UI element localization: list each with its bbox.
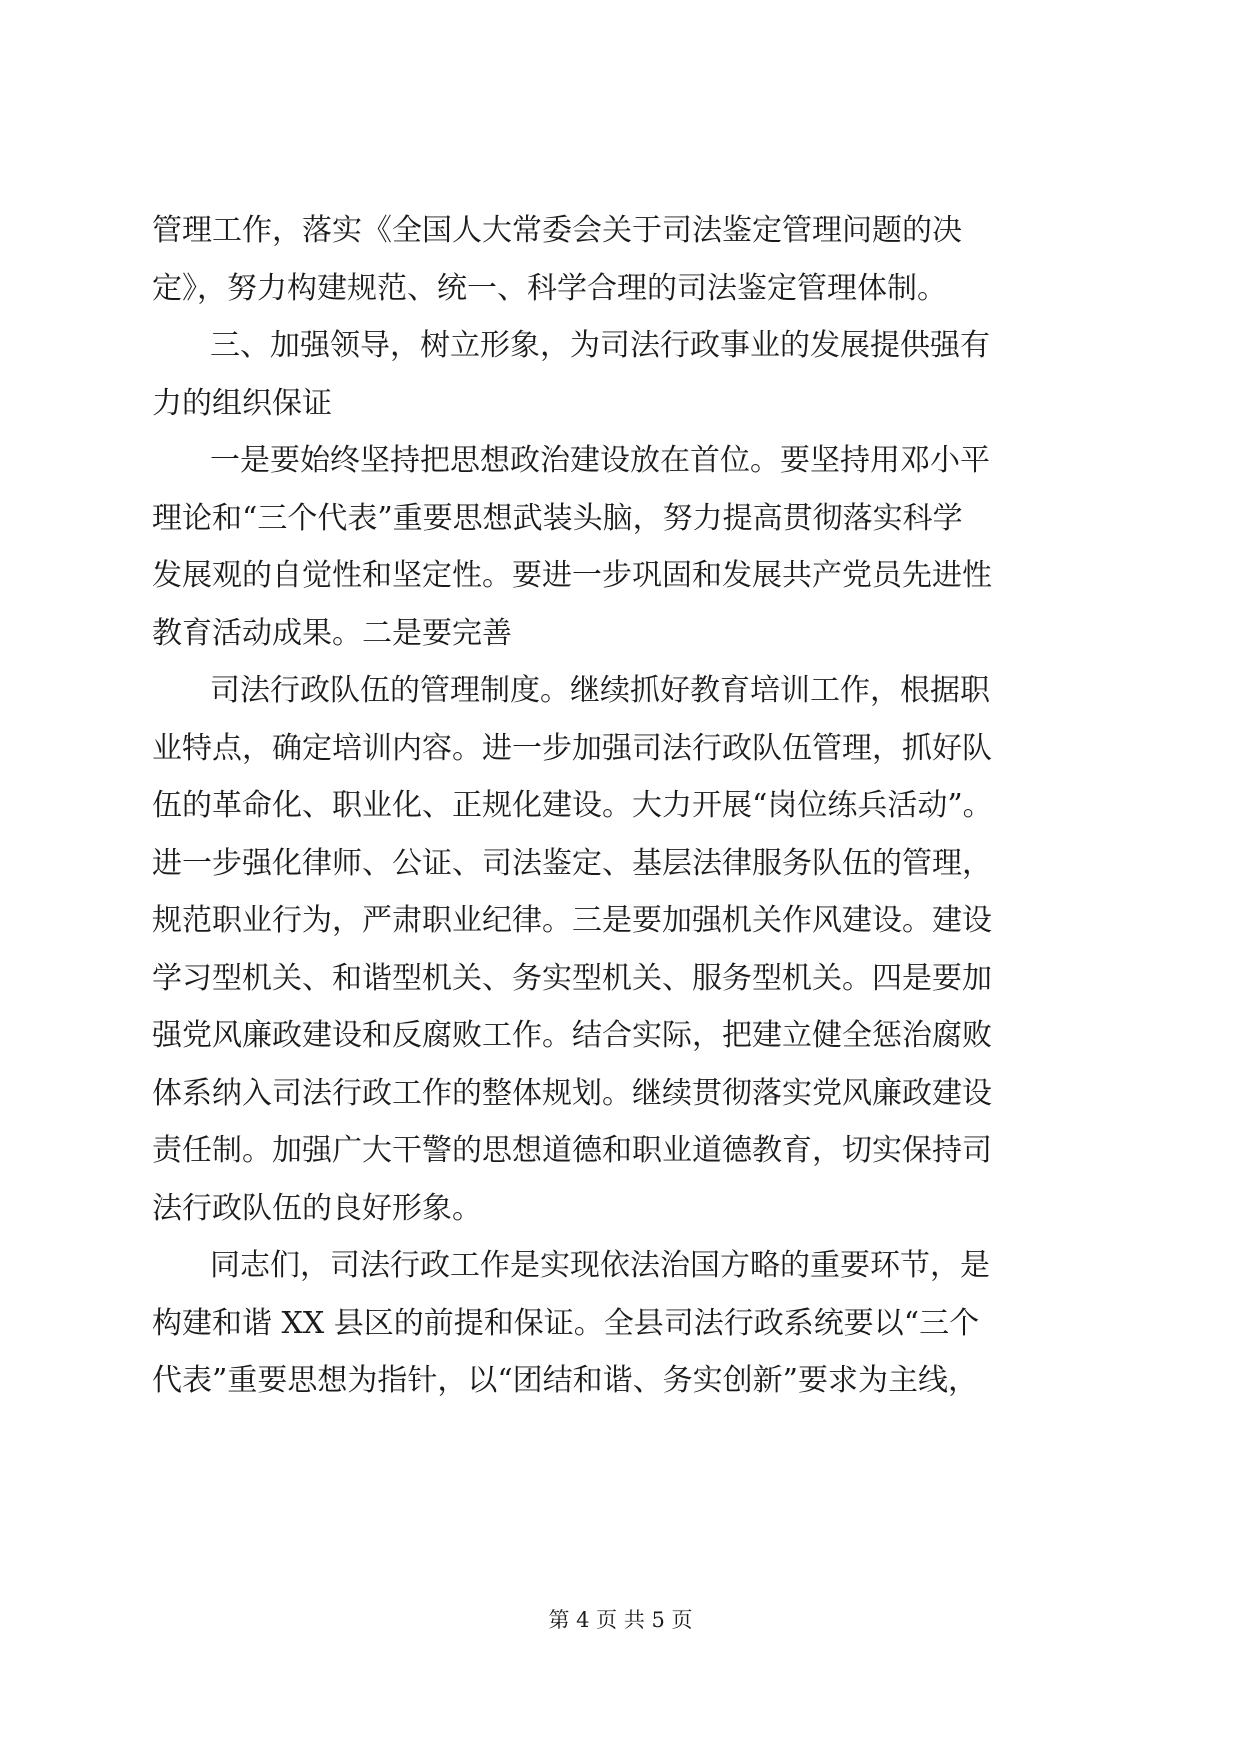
body-line: 发展观的自觉性和坚定性。要进一步巩固和发展共产党员先进性	[152, 558, 992, 593]
body-line: 同志们，司法行政工作是实现依法治国方略的重要环节，是	[210, 1248, 990, 1283]
body-line: 规范职业行为，严肃职业纪律。三是要加强机关作风建设。建设	[152, 903, 992, 938]
body-line: 法行政队伍的良好形象。	[152, 1191, 482, 1226]
body-line: 定》，努力构建规范、统一、科学合理的司法鉴定管理体制。	[152, 271, 947, 306]
section-heading-line: 三、加强领导，树立形象，为司法行政事业的发展提供强有	[210, 328, 990, 363]
body-line: 管理工作，落实《全国人大常委会关于司法鉴定管理问题的决	[152, 213, 962, 248]
body-line: 代表”重要思想为指针，以“团结和谐、务实创新”要求为主线，	[152, 1363, 979, 1398]
body-line: 构建和谐 XX 县区的前提和保证。全县司法行政系统要以“三个	[152, 1306, 980, 1341]
body-line: 责任制。加强广大干警的思想道德和职业道德教育，切实保持司	[152, 1133, 992, 1168]
body-line: 学习型机关、和谐型机关、务实型机关、服务型机关。四是要加	[152, 961, 992, 996]
body-line: 体系纳入司法行政工作的整体规划。继续贯彻落实党风廉政建设	[152, 1076, 992, 1111]
body-line: 伍的革命化、职业化、正规化建设。大力开展“岗位练兵活动”。	[152, 788, 993, 823]
body-line: 司法行政队伍的管理制度。继续抓好教育培训工作，根据职	[210, 673, 990, 708]
body-line: 理论和“三个代表”重要思想武装头脑，努力提高贯彻落实科学	[152, 501, 963, 536]
body-line: 教育活动成果。二是要完善	[152, 616, 512, 651]
body-line: 强党风廉政建设和反腐败工作。结合实际，把建立健全惩治腐败	[152, 1018, 992, 1053]
section-heading-line: 力的组织保证	[152, 386, 332, 421]
body-line: 一是要始终坚持把思想政治建设放在首位。要坚持用邓小平	[210, 443, 990, 478]
body-line: 业特点，确定培训内容。进一步加强司法行政队伍管理，抓好队	[152, 731, 992, 766]
page-number-footer: 第 4 页 共 5 页	[548, 1608, 693, 1632]
body-line: 进一步强化律师、公证、司法鉴定、基层法律服务队伍的管理，	[152, 846, 992, 881]
